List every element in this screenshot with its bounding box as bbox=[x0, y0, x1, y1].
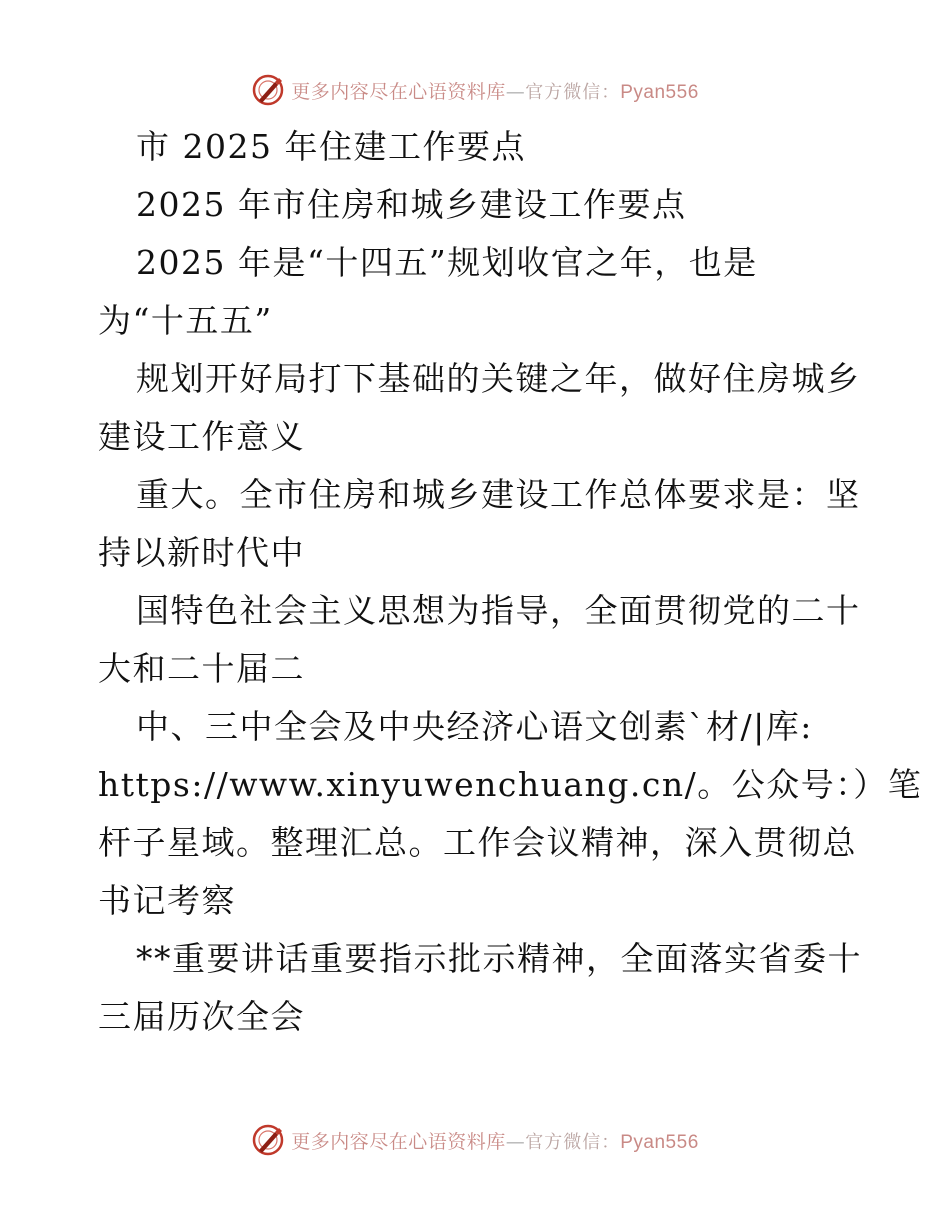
doc-line: 大和二十届二 bbox=[98, 649, 305, 688]
watermark-contact-label: 官方微信： bbox=[525, 1131, 621, 1153]
watermark-text bbox=[291, 1127, 699, 1154]
doc-line: 持以新时代中 bbox=[98, 533, 305, 572]
pen-seal-icon bbox=[251, 1123, 285, 1157]
watermark-separator: — bbox=[505, 1130, 526, 1153]
doc-line: 书记考察 bbox=[98, 881, 236, 920]
watermark-contact-label: 官方微信： bbox=[525, 81, 621, 103]
doc-line: 杆子星域。整理汇总。工作会议精神，深入贯彻总 bbox=[98, 823, 857, 862]
watermark-contact-id: Pyan556 bbox=[620, 1131, 699, 1153]
doc-line: 重大。全市住房和城乡建设工作总体要求是：坚 bbox=[136, 475, 861, 514]
watermark-brand: 更多内容尽在心语资料库 bbox=[291, 1130, 506, 1153]
watermark-contact-id: Pyan556 bbox=[620, 81, 699, 103]
footer-watermark bbox=[0, 1120, 950, 1160]
watermark-separator: — bbox=[505, 80, 526, 103]
document-body bbox=[98, 118, 923, 1046]
doc-line: 国特色社会主义思想为指导，全面贯彻党的二十 bbox=[136, 591, 861, 630]
doc-line: 三届历次全会 bbox=[98, 997, 305, 1036]
watermark-brand: 更多内容尽在心语资料库 bbox=[291, 80, 506, 103]
header-watermark bbox=[0, 70, 950, 110]
pen-seal-icon bbox=[251, 73, 285, 107]
doc-line: 2025 年是“十四五”规划收官之年，也是 bbox=[136, 243, 758, 282]
doc-line: 市 2025 年住建工作要点 bbox=[136, 127, 526, 166]
doc-line: https://www.xinyuwenchuang.cn/。公众号：）笔 bbox=[98, 765, 923, 804]
doc-line: 为“十五五” bbox=[98, 301, 273, 340]
doc-line: 中、三中全会及中央经济心语文创素`材/|库: bbox=[136, 707, 813, 746]
doc-line: 建设工作意义 bbox=[98, 417, 305, 456]
doc-line: **重要讲话重要指示批示精神，全面落实省委十 bbox=[136, 939, 862, 978]
watermark-text bbox=[291, 77, 699, 104]
doc-line: 规划开好局打下基础的关键之年，做好住房城乡 bbox=[136, 359, 861, 398]
doc-line: 2025 年市住房和城乡建设工作要点 bbox=[136, 185, 687, 224]
